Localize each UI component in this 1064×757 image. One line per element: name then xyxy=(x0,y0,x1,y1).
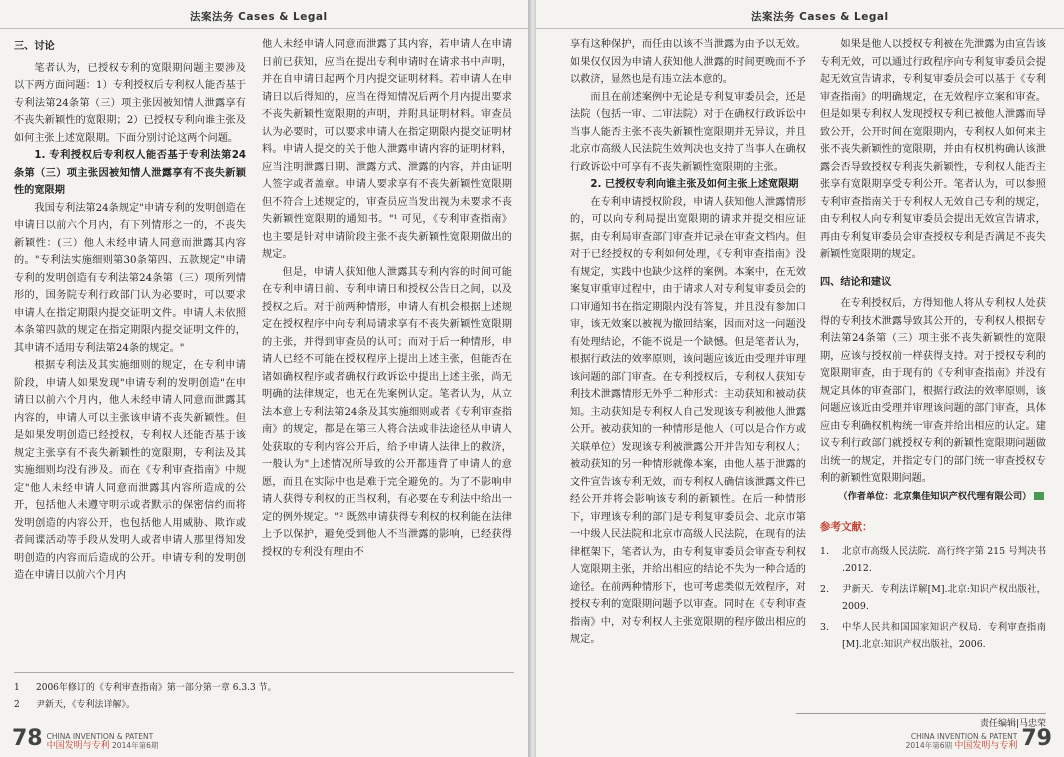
subsection-heading: 2. 已授权专利向谁主张及如何主张上述宽限期 xyxy=(590,179,799,190)
section-heading: 四、结论和建议 xyxy=(820,276,892,288)
references-heading: 参考文献： xyxy=(820,521,873,533)
paragraph: 而且在前述案例中无论是专利复审委员会，还是法院（包括一审、二审法院）对于在确权行政诉讼中当事人能否主张不丧失新颖性宽限期并无异议，并且北京市高级人民法院生效判决也支持了当事人在确权行政诉讼中可享有不丧失新颖性宽限期的主张。 xyxy=(570,91,806,173)
header-title: 法案法务 Cases & Legal xyxy=(190,11,328,23)
magazine-name-cn: 中国发明与专利 xyxy=(46,741,110,751)
left-page xyxy=(0,0,530,757)
left-column-2 xyxy=(262,36,512,668)
paragraph: 我国专利法第24条规定"申请专利的发明创造在申请日以前六个月内，有下列情形之一的，不丧失新颖性：(三）他人未经申请人同意而泄露其内容的。"专利法实施细则第30条第四、五款规定"申请专利的发明创造有专利法第24条第（三）项所列情形的，国务院专利行政部门认为必要时，可以要求申请人在指定期限内提交证明文件。申请人未依照本条第四款的规定在指定期限内提交证明文件的，其申请不适用专利法第24条的规定。" xyxy=(14,202,246,354)
page-footer xyxy=(12,726,158,751)
reference-number: 1. xyxy=(820,545,829,557)
author-affiliation xyxy=(820,488,1046,506)
pencil-icon xyxy=(1034,492,1044,500)
left-column-1 xyxy=(14,36,246,668)
reference-item xyxy=(820,543,1046,577)
running-header xyxy=(0,6,530,29)
paragraph: 根据专利法及其实施细则的规定，在专利申请阶段，申请人如果发现"申请专利的发明创造"在申请日以前六个月内，他人未经申请人同意而泄露其内容的，申请人可以主张该申请不丧失新颖性。但是如果发明创造已经授权，专利权人还能否基于该规定主张享有不丧失新颖性的宽限期，专利法及其实施细则均没有涉及。而在《专利审查指南》中规定"他人未经申请人同意而泄露其内容所造成的公开，包括他人未遵守明示或者默示的保密信约而将发明创造的内容公开，也包括他人用威胁、欺诈或者间谍活动等手段从发明人或者申请人那里得知发明创造的内容而后造成的公开。申请专利的发明创造在申请日以前六个月内 xyxy=(14,360,246,581)
right-page xyxy=(536,0,1064,757)
paragraph: 在专利申请授权阶段，申请人获知他人泄露情形的，可以向专利局提出宽限期的请求并提交相应证据，由专利局审查部门审查并记录在审查文档内。但对于已经授权的专利如何处理，《专利审查指南》没有规定，实践中也缺少这样的案例。本案中，在无效案复审重审过程中，由于请求人对专利复审委员会的口审通知书在指定期限内没有答复，并且没有参加口审，该无效案以被视为撤回结案，因而对这一问题没有处理结论，不能不说是一个缺憾。但是笔者认为，根据行政法的效率原则，该问题应该近由受理并审理该问题的部门审查。在专利授权后，专利权人获知专利技术泄露情形无外乎二种形式：主动获知和被动获知。主动获知是专利权人自己发现该专利被他人泄露公开。被动获知的一种情形是他人（可以是合作方或关联单位）发现该专利被泄露公开并告知专利权人；被动获知的另一种情形就像本案，由他人基于泄露的文件宣告该专利无效，而专利权人确信该泄露文件已经公开并将会影响该专利的新颖性。在后一种情形下，审理该专利的部门是专利复审委员会、北京市第一中级人民法院和北京市高级人民法院，在现有的法律框架下，笔者认为，由专利复审委员会审查专利权人宽限期主张，并给出相应的结论不失为一种合适的途径。在前两种情形下，也可考虑类似无效程序，对授权专利的宽限期问题予以审查。同时在《专利审查指南》中，对专利权人主张宽限期的程序做出相应的规定。 xyxy=(570,196,806,645)
paragraph: 在专利授权后，方得知他人将从专利权人处获得的专利技术泄露导致其公开的，专利权人根据专利法第24条第（三）项主张不丧失新颖性的宽限期，应该与授权前一样获得支持。对于授权专利的宽限期审查，由于现有的《专利审查指南》并没有规定具体的审查部门，根据行政法的效率原则，该问题应该近由受理并审理该问题的部门审查，具体应由专利确权机构统一审查并给出相应的认定。建议专利行政部门就授权专利的新颖性宽限期问题做出统一的规定，并指定专门的部门统一审查授权专利的新颖性宽限期问题。 xyxy=(820,298,1046,484)
magazine-name-en: CHINA INVENTION & PATENT xyxy=(46,732,154,741)
footnote-number: 2 xyxy=(14,700,20,710)
author-affiliation-text: （作者单位：北京集佳知识产权代理有限公司） xyxy=(838,490,1032,502)
paragraph: 但是，申请人获知他人泄露其专利内容的时间可能在专利申请日前、专利申请日和授权公告日之间，以及授权之后。对于前两种情形，申请人有机会根据上述规定在授权程序中向专利局请求享有不丧失新颖性宽限期的主张，并得到审查员的认可；而对于后一种情形，申请人已经不可能在授权程序上提出上述主张，但能否在诸如确权程序或者确权行政诉讼中提出上述主张，尚无明确的法律规定，也无在先案例认定。笔者认为，从立法本意上专利法第24条及其实施细则或者《专利审查指南》的规定，都是在第三人将合法或非法途径从申请人处获取的专利内容公开后，给予申请人法律上的救济，一般认为"上述情况所导致的公开都违背了申请人的意愿，而且在实际中也是难于完全避免的。为了不影响申请人获得专利权的正当权利，有必要在专利法中给出一定的例外规定。"² 既然申请获得专利权的权利能在法律上予以保护，避免受到他人不当泄露的影响，已经获得授权的专利没有理由不 xyxy=(262,266,512,558)
page-number: 79 xyxy=(1021,726,1052,751)
footnote xyxy=(14,698,135,712)
footnote-divider xyxy=(14,672,514,673)
paragraph: 享有这种保护，而任由以该不当泄露为由予以无效。如果仅仅因为申请人获知他人泄露的时间更晚而不予以救济，显然也是有违立法本意的。 xyxy=(570,39,806,85)
footnote xyxy=(14,681,277,695)
issue-label: 2014年第6期 xyxy=(905,741,952,750)
right-column-1 xyxy=(570,36,806,736)
footnote-text: 2006年修订的《专利审查指南》第一部分第一章 6.3.3 节。 xyxy=(36,683,277,693)
magazine-name xyxy=(47,732,159,751)
paragraph: 他人未经申请人同意而泄露了其内容，若申请人在申请日前已获知，应当在提出专利申请时在请求书中声明，并在自申请日起两个月内提交证明材料。若申请人在申请日以后得知的，应当在得知情况后两个月内提出要求不丧失新颖性宽限期的声明，并附具证明材料。审查员认为必要时，可以要求申请人在指定期限内提交证明材料。申请人提交的关于他人泄露申请内容的证明材料，应当注明泄露日期、泄露方式、泄露的内容，并由证明人签字或者盖章。申请人要求享有不丧失新颖性宽限期但不符合上述规定的，审查员应当发出视为未要求不丧失新颖性宽限期的通知书。"¹ 可见，《专利审查指南》也主要是针对申请阶段主张不丧失新颖性宽限期做出的规定。 xyxy=(262,39,512,260)
reference-number: 2. xyxy=(820,583,829,595)
footnote-text: 尹新天，《专利法详解》。 xyxy=(36,700,136,710)
magazine-name xyxy=(906,732,1018,751)
reference-item xyxy=(820,619,1046,653)
reference-number: 3. xyxy=(820,621,829,633)
running-header xyxy=(536,6,1064,29)
paragraph: 笔者认为，已授权专利的宽限期问题主要涉及以下两方面问题：1）专利授权后专利权人能否基于专利法第24条第（三）项主张因被知情人泄露享有不丧失新颖性的宽限期；2）已授权专利向谁主张及如何主张上述宽限期。下面分别讨论这两个问题。 xyxy=(14,62,246,144)
header-title: 法案法务 Cases & Legal xyxy=(751,11,889,23)
right-column-2 xyxy=(820,36,1046,712)
page-footer xyxy=(906,726,1052,751)
reference-text: 尹新天．专利法详解[M].北京:知识产权出版社，2009. xyxy=(842,583,1046,612)
magazine-name-cn: 中国发明与专利 xyxy=(954,741,1018,751)
page-number: 78 xyxy=(12,726,43,751)
subsection-heading: 1. 专利授权后专利权人能否基于专利法第24条第（三）项主张因被知情人泄露享有不丧失新颖性的宽限期 xyxy=(14,150,246,196)
reference-text: 中华人民共和国国家知识产权局．专利审查指南[M].北京:知识产权出版社，2006. xyxy=(842,621,1046,650)
reference-item xyxy=(820,581,1046,615)
reference-text: 北京市高级人民法院．高行终字第 215 号判决书 .2012. xyxy=(842,545,1046,574)
paragraph: 如果是他人以授权专利被在先泄露为由宣告该专利无效，可以通过行政程序向专利复审委员会提起无效宣告请求，专利复审委员会可以基于《专利审查指南》的明确规定，在无效程序立案和审查。但是如果专利权人发现授权专利已被他人泄露而导致公开，公开时间在宽限期内，专利权人如何来主张不丧失新颖性的宽限期，并由有权机构确认该泄露会否导致授权专利丧失新颖性，专利权人能否主张享有宽限期享受专利公开。笔者认为，可以参照专利审查指南关于专利权人无效自己专利的规定，由专利权人向专利复审委员会提出无效宣告请求，再由专利复审委员会审查授权专利是否满足不丧失新颖性宽限期的规定。 xyxy=(820,39,1046,260)
issue-label: 2014年第6期 xyxy=(112,741,159,750)
section-heading: 三、讨论 xyxy=(14,41,55,52)
editor-credit: 责任编辑|马忠荣 xyxy=(796,713,1046,729)
footnote-number: 1 xyxy=(14,683,20,693)
magazine-name-en: CHINA INVENTION & PATENT xyxy=(910,732,1018,741)
